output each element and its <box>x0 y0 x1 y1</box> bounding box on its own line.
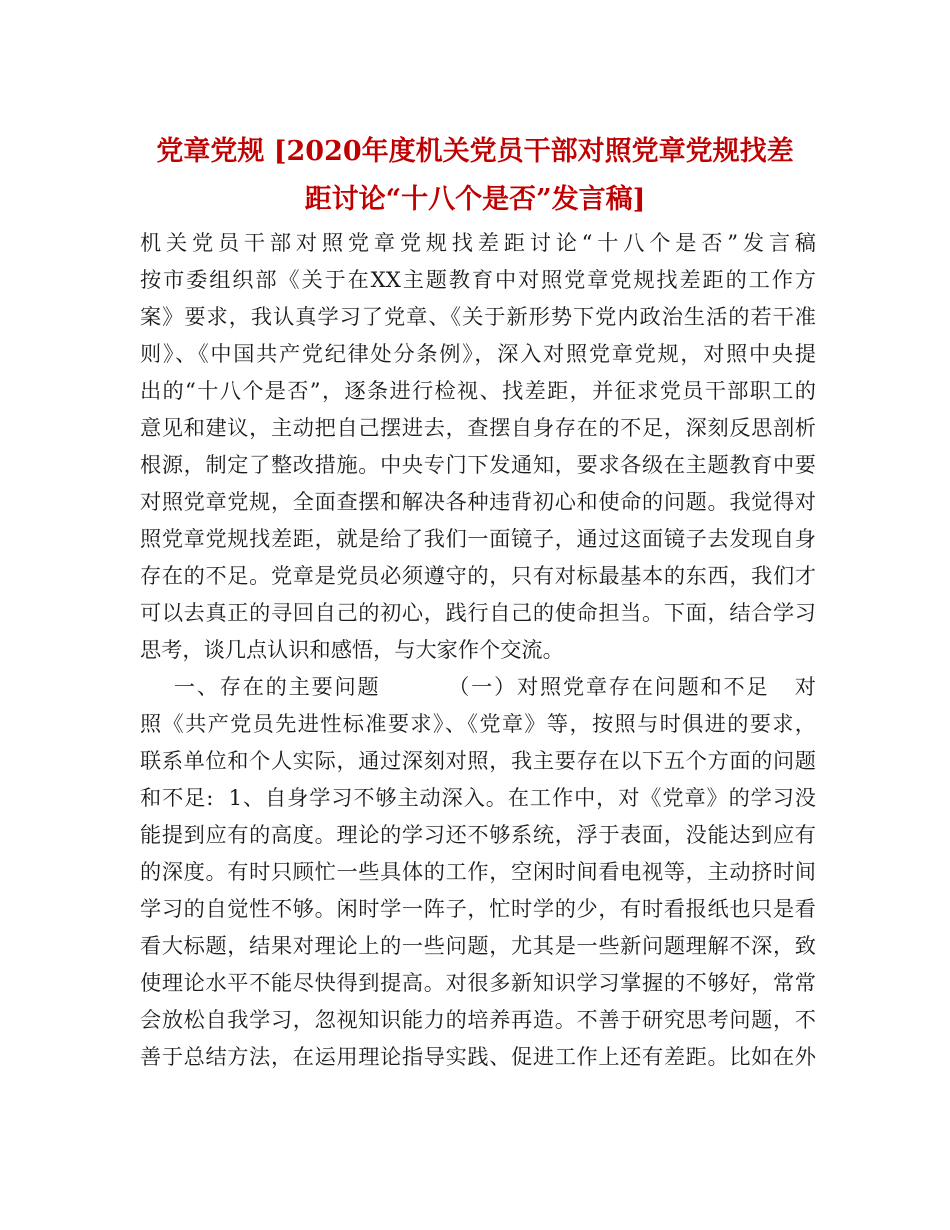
body-line: 学习的自觉性不够。闲时学一阵子，忙时学的少，有时看报纸也只是看 <box>140 896 816 921</box>
body-line: 出的“十八个是否”，逐条进行检视、找差距，并征求党员干部职工的 <box>140 378 816 403</box>
body-line: 根源，制定了整改措施。中央专门下发通知，要求各级在主题教育中要 <box>140 452 816 477</box>
body-line: 和不足: 1、自身学习不够主动深入。在工作中，对《党章》的学习没 <box>140 785 816 810</box>
body-line: 按市委组织部《关于在XX主题教育中对照党章党规找差距的工作方 <box>140 267 816 292</box>
body-line: 一、存在的主要问题 （一）对照党章存在问题和不足 对 <box>140 674 816 699</box>
body-line: 照党章党规找差距，就是给了我们一面镜子，通过这面镜子去发现自身 <box>140 526 816 551</box>
body-line: 善于总结方法，在运用理论指导实践、促进工作上还有差距。比如在外 <box>140 1044 816 1069</box>
body-line: 照《共产党员先进性标准要求》、《党章》等，按照与时俱进的要求， <box>140 711 816 736</box>
body-line: 的深度。有时只顾忙一些具体的工作，空闲时间看电视等，主动挤时间 <box>140 859 816 884</box>
body-line: 能提到应有的高度。理论的学习还不够系统，浮于表面，没能达到应有 <box>140 822 816 847</box>
body-line: 联系单位和个人实际，通过深刻对照，我主要存在以下五个方面的问题 <box>140 748 816 773</box>
document-title-line-2: 距讨论“十八个是否”发言稿] <box>304 184 646 215</box>
document-title-line-1: 党章党规 [2020年度机关党员干部对照党章党规找差 <box>156 136 794 167</box>
body-line: 案》要求，我认真学习了党章、《关于新形势下党内政治生活的若干准 <box>140 304 816 329</box>
body-line: 对照党章党规，全面查摆和解决各种违背初心和使命的问题。我觉得对 <box>140 489 816 514</box>
body-line: 使理论水平不能尽快得到提高。对很多新知识学习掌握的不够好，常常 <box>140 970 816 995</box>
body-line: 意见和建议，主动把自己摆进去，查摆自身存在的不足，深刻反思剖析 <box>140 415 816 440</box>
body-line: 可以去真正的寻回自己的初心，践行自己的使命担当。下面，结合学习 <box>140 600 816 625</box>
body-line: 存在的不足。党章是党员必须遵守的，只有对标最基本的东西，我们才 <box>140 563 816 588</box>
body-line: 思考，谈几点认识和感悟，与大家作个交流。 <box>140 637 564 662</box>
body-line: 则》、《中国共产党纪律处分条例》，深入对照党章党规，对照中央提 <box>140 341 816 366</box>
body-line: 机关党员干部对照党章党规找差距讨论“十八个是否”发言稿 <box>140 230 816 255</box>
document-body <box>140 224 816 1075</box>
body-line: 会放松自我学习，忽视知识能力的培养再造。不善于研究思考问题，不 <box>140 1007 816 1032</box>
body-line: 看大标题，结果对理论上的一些问题，尤其是一些新问题理解不深，致 <box>140 933 816 958</box>
